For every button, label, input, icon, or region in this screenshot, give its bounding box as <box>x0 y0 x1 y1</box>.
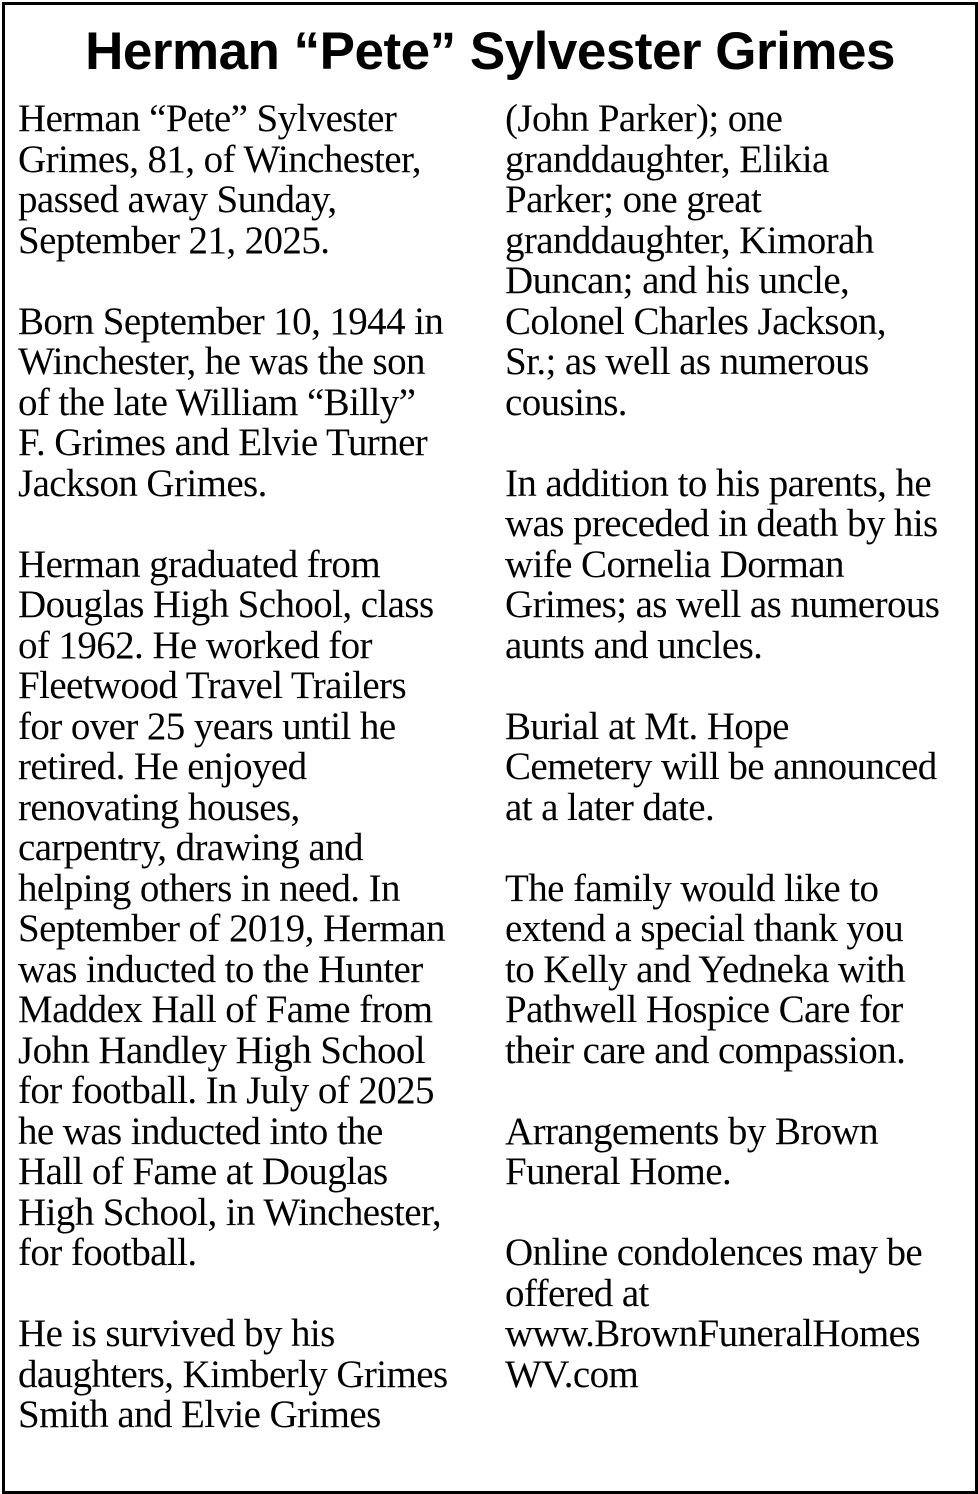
text-line: www.BrownFuneralHomes <box>505 1312 920 1355</box>
text-line: Smith and Elvie Grimes <box>18 1393 381 1436</box>
text-line: cousins. <box>505 380 627 424</box>
text-line: Pathwell Hospice Care for <box>505 988 903 1031</box>
text-line: was inducted to the Hunter <box>18 947 423 991</box>
text-line: Fleetwood Travel Trailers <box>18 664 407 707</box>
paragraph <box>505 1233 973 1395</box>
text-line: retired. He enjoyed <box>18 745 307 788</box>
text-line: High School, in Winchester, <box>18 1190 441 1234</box>
text-line: granddaughter, Elikia <box>505 137 829 181</box>
text-line: Herman “Pete” Sylvester <box>18 97 397 140</box>
text-line: Funeral Home. <box>505 1150 732 1193</box>
paragraph <box>505 99 973 423</box>
text-line: The family would like to <box>505 866 879 910</box>
text-line: offered at <box>505 1271 649 1315</box>
text-line: passed away Sunday, <box>18 178 337 221</box>
text-line: granddaughter, Kimorah <box>505 218 874 262</box>
text-line: of the late William “Billy” <box>18 380 416 424</box>
text-line: for football. In July of 2025 <box>18 1069 434 1112</box>
text-line: Grimes; as well as numerous <box>505 583 940 626</box>
text-line: Duncan; and his uncle, <box>505 259 850 302</box>
text-line: Parker; one great <box>505 178 762 221</box>
text-line: Colonel Charles Jackson, <box>505 299 886 343</box>
text-line: Born September 10, 1944 in <box>18 299 444 343</box>
text-line: Herman graduated from <box>18 542 381 586</box>
text-line: aunts and uncles. <box>505 623 763 667</box>
obituary-frame <box>2 2 978 1494</box>
text-line: Winchester, he was the son <box>18 340 425 383</box>
text-line: extend a special thank you <box>505 907 904 950</box>
paragraph <box>18 542 478 1274</box>
text-line: Burial at Mt. Hope <box>505 704 789 748</box>
text-line: He is survived by his <box>18 1312 335 1355</box>
left-column <box>18 99 478 1436</box>
text-line: their care and compassion. <box>505 1028 906 1072</box>
text-line: F. Grimes and Elvie Turner <box>18 421 428 464</box>
paragraph <box>505 866 973 1072</box>
text-line: In addition to his parents, he <box>505 461 932 505</box>
right-column <box>505 99 973 1395</box>
text-line: Jackson Grimes. <box>18 461 267 505</box>
text-line: Grimes, 81, of Winchester, <box>18 137 421 181</box>
text-line: Cemetery will be announced <box>505 745 937 788</box>
text-line: to Kelly and Yedneka with <box>505 947 905 991</box>
text-line: John Handley High School <box>18 1028 425 1072</box>
text-line: was preceded in death by his <box>505 502 938 545</box>
paragraph <box>505 1109 973 1193</box>
text-line: helping others in need. In <box>18 866 400 910</box>
text-line: September 21, 2025. <box>18 218 330 262</box>
text-line: September of 2019, Herman <box>18 907 445 950</box>
paragraph <box>505 461 973 667</box>
paragraph <box>18 1314 478 1436</box>
text-line: WV.com <box>505 1352 639 1396</box>
text-line: for football. <box>18 1231 197 1274</box>
text-line: (John Parker); one <box>505 97 783 140</box>
text-line: Arrangements by Brown <box>505 1109 878 1153</box>
paragraph <box>18 99 478 261</box>
text-line: of 1962. He worked for <box>18 623 372 667</box>
paragraph <box>18 299 478 505</box>
text-line: carpentry, drawing and <box>18 826 363 869</box>
text-line: Online condolences may be <box>505 1231 923 1274</box>
text-line: Douglas High School, class <box>18 583 434 626</box>
text-line: he was inducted into the <box>18 1109 383 1153</box>
text-line: wife Cornelia Dorman <box>505 542 844 586</box>
text-line: for over 25 years until he <box>18 704 396 748</box>
text-line: Sr.; as well as numerous <box>505 340 869 383</box>
obituary-title: Herman “Pete” Sylvester Grimes <box>85 22 895 81</box>
text-line: at a later date. <box>505 785 715 829</box>
text-line: renovating houses, <box>18 785 300 829</box>
text-line: Maddex Hall of Fame from <box>18 988 433 1031</box>
paragraph <box>505 704 973 829</box>
text-line: Hall of Fame at Douglas <box>18 1150 388 1193</box>
text-line: daughters, Kimberly Grimes <box>18 1352 448 1396</box>
